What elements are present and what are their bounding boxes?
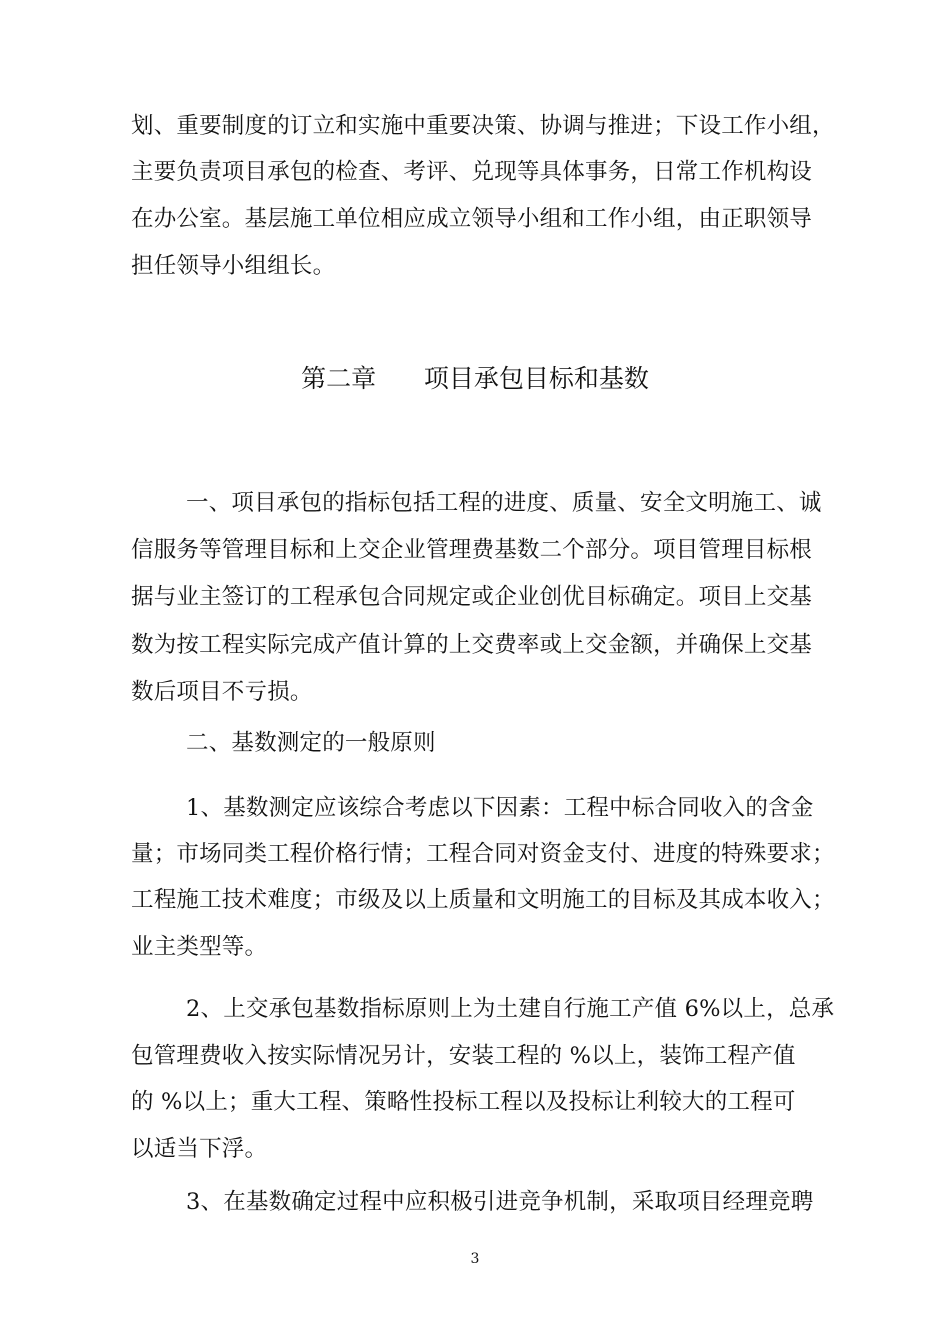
paragraph-line: 信服务等管理目标和上交企业管理费基数二个部分。项目管理目标根 (131, 537, 813, 563)
paragraph-line: 1、基数测定应该综合考虑以下因素：工程中标合同收入的含金 (186, 795, 814, 821)
paragraph-line: 以适当下浮。 (131, 1136, 268, 1162)
paragraph-line: 包管理费收入按实际情况另计，安装工程的 %以上，装饰工程产值 (131, 1043, 796, 1069)
paragraph-line: 数为按工程实际完成产值计算的上交费率或上交金额，并确保上交基 (131, 632, 813, 658)
paragraph-line: 据与业主签订的工程承包合同规定或企业创优目标确定。项目上交基 (131, 584, 813, 610)
paragraph-line: 数后项目不亏损。 (131, 679, 313, 705)
paragraph-line: 担任领导小组组长。 (131, 253, 336, 279)
paragraph-line: 一、项目承包的指标包括工程的进度、质量、安全文明施工、诚 (186, 490, 822, 516)
paragraph-line: 划、重要制度的订立和实施中重要决策、协调与推进；下设工作小组， (131, 113, 835, 139)
paragraph-line: 量；市场同类工程价格行情；工程合同对资金支付、进度的特殊要求； (131, 841, 835, 867)
paragraph-line: 的 %以上；重大工程、策略性投标工程以及投标让利较大的工程可 (131, 1089, 796, 1115)
paragraph-line: 在办公室。基层施工单位相应成立领导小组和工作小组，由正职领导 (131, 206, 813, 232)
paragraph-line: 主要负责项目承包的检查、考评、兑现等具体事务，日常工作机构设 (131, 159, 813, 185)
paragraph-line: 2、上交承包基数指标原则上为土建自行施工产值 6%以上，总承 (186, 996, 835, 1022)
page-number: 3 (470, 1251, 480, 1267)
paragraph-line: 工程施工技术难度；市级及以上质量和文明施工的目标及其成本收入； (131, 887, 835, 913)
paragraph-line: 3、在基数确定过程中应积极引进竞争机制，采取项目经理竞聘 (186, 1189, 814, 1215)
paragraph-line: 业主类型等。 (131, 934, 268, 960)
chapter-title: 第二章 项目承包目标和基数 (301, 364, 649, 393)
section-heading: 二、基数测定的一般原则 (186, 730, 436, 756)
